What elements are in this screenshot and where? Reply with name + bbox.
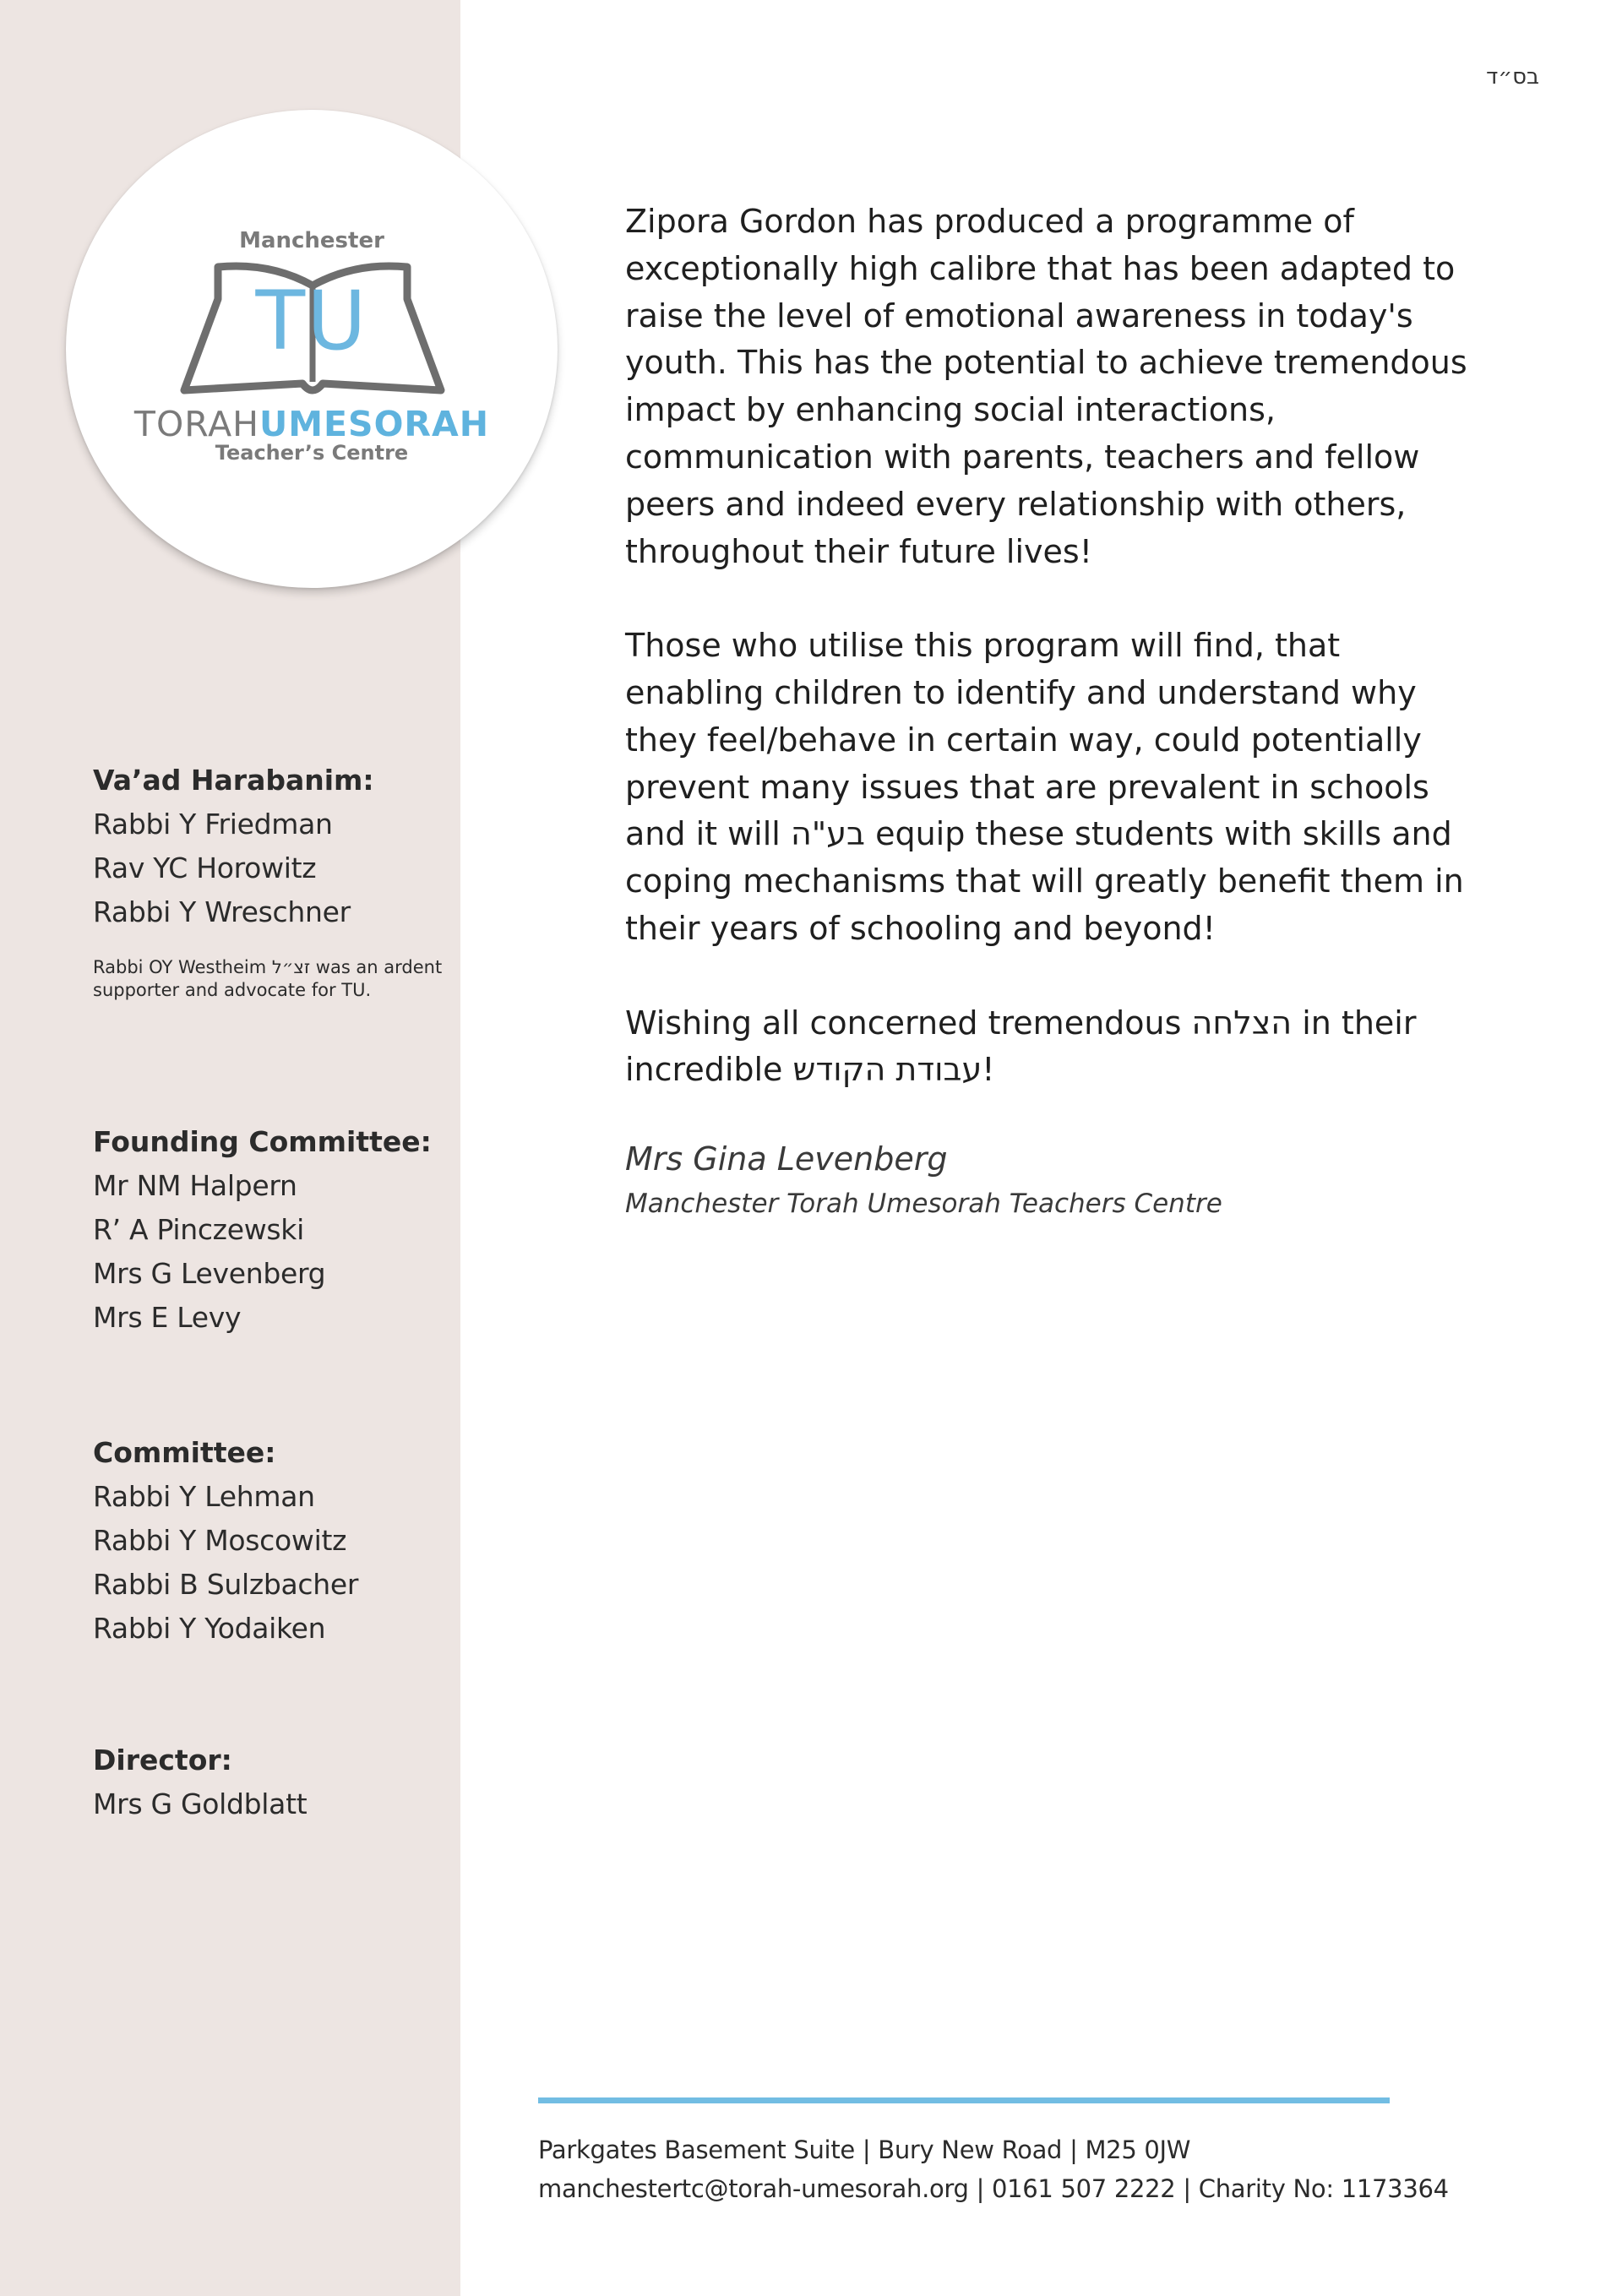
member-name: Rabbi Y Moscowitz [93,1524,347,1557]
member-name: Rabbi B Sulzbacher [93,1568,359,1601]
founding-committee-section [93,1120,432,1340]
logo-city: Manchester [239,228,384,253]
bsd-header: בס״ד [1486,64,1539,90]
logo-wordmark-torah: TORAH [133,404,259,444]
committee-section [93,1431,358,1651]
logo-initials: TU [255,274,368,368]
vaad-harabanim-section [93,759,374,934]
memorial-note: Rabbi OY Westheim זצ״ל was an ardent supporter and advocate for TU. [93,957,443,1000]
logo-wordmark [66,404,558,444]
section-heading: Committee: [93,1436,276,1469]
letter-paragraph: Zipora Gordon has produced a programme of exceptionally high calibre that has been adapted to raise the level of emotional awareness in today's youth. This has the potential to achieve tremendous impact by enhancing social interactions, communication with parents, teachers and fellow peers and indeed every relationship with others, throughout their future lives! [625,203,1467,570]
member-name: Rabbi Y Friedman [93,808,333,841]
member-name: Mrs G Goldblatt [93,1787,308,1820]
footer-divider [538,2097,1390,2103]
member-name: Mrs G Levenberg [93,1257,326,1290]
letter-paragraph: Those who utilise this program will find, that enabling children to identify and understand why they feel/behave in certain way, could potentially prevent many issues that are prevalent in schools and it will בע"ה equip these students with skills and coping mechanisms that will greatly benefit them in their years of schooling and beyond! [625,627,1464,947]
letter-body [625,199,1470,1141]
section-heading: Va’ad Harabanim: [93,764,374,797]
member-name: Rabbi Y Yodaiken [93,1612,326,1645]
section-heading: Founding Committee: [93,1125,432,1158]
member-name: R’ A Pinczewski [93,1213,304,1246]
section-heading: Director: [93,1744,232,1776]
logo [66,110,558,588]
signature-organisation: Manchester Torah Umesorah Teachers Centre [625,1189,1222,1219]
logo-wordmark-umesorah: UMESORAH [259,404,490,444]
letter-paragraph: Wishing all concerned tremendous הצלחה in their incredible עבודת הקודש! [625,1004,1417,1089]
member-name: Rabbi Y Wreschner [93,895,351,928]
director-section [93,1738,307,1826]
footer-contact: manchestertc@torah-umesorah.org | 0161 507 2222 | Charity No: 1173364 [538,2174,1449,2203]
footer-address: Parkgates Basement Suite | Bury New Road | M25 0JW [538,2135,1191,2164]
logo-subtitle: Teacher’s Centre [215,441,409,465]
member-name: Rabbi Y Lehman [93,1480,315,1513]
member-name: Mrs E Levy [93,1301,242,1334]
signature-name: Mrs Gina Levenberg [625,1140,948,1178]
member-name: Mr NM Halpern [93,1169,297,1202]
member-name: Rav YC Horowitz [93,851,317,884]
sidebar-panel [0,0,490,2296]
